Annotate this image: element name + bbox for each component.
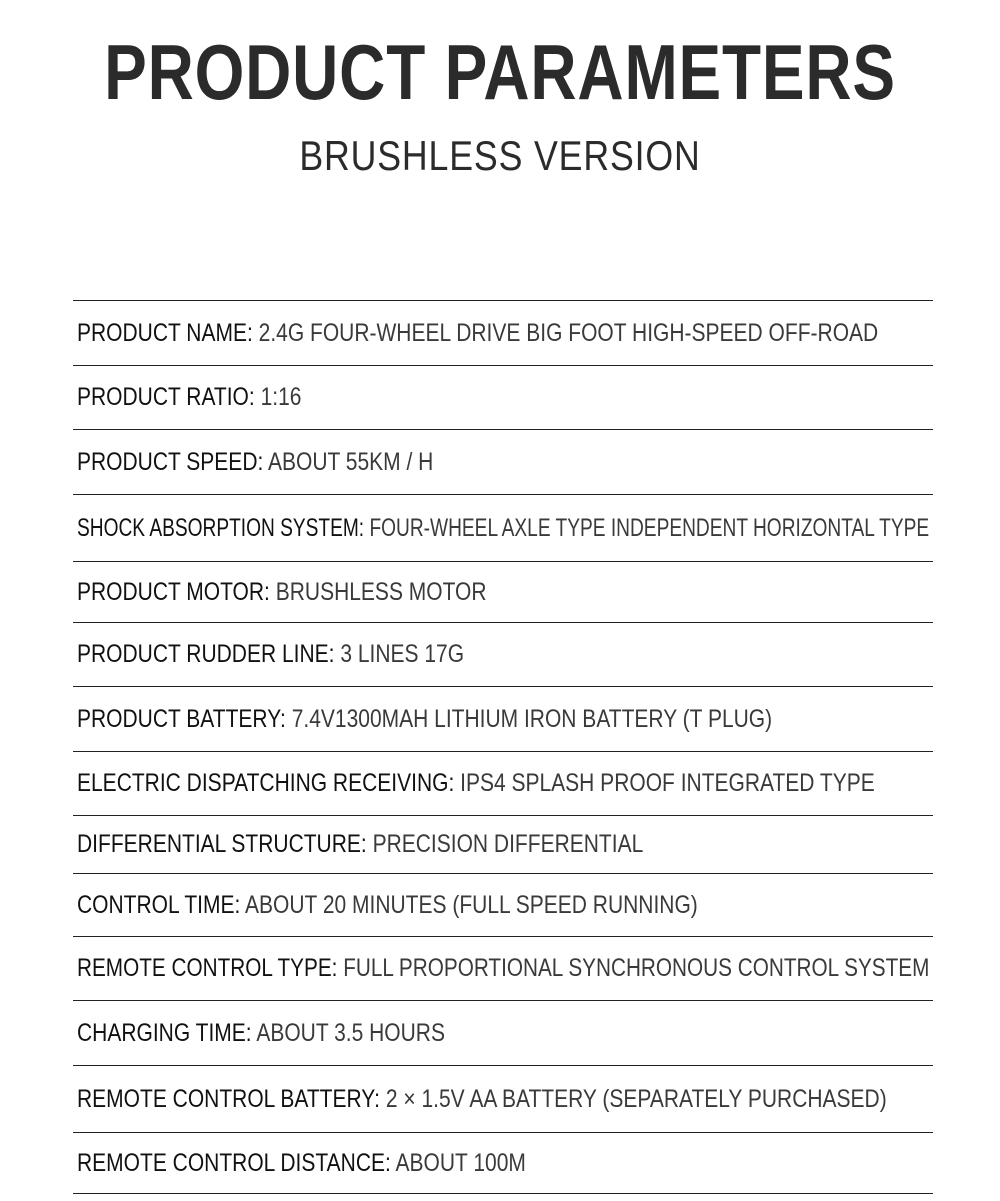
param-label: PRODUCT NAME: xyxy=(77,318,253,347)
param-row-product-speed xyxy=(73,430,933,495)
param-value: ABOUT 100M xyxy=(395,1148,526,1177)
param-label: PRODUCT RATIO: xyxy=(77,383,255,411)
param-label: PRODUCT BATTERY: xyxy=(77,704,286,733)
param-value: ABOUT 20 MINUTES (FULL SPEED RUNNING) xyxy=(245,890,698,919)
param-row-electric-dispatching xyxy=(73,752,933,816)
param-label: PRODUCT SPEED: xyxy=(77,447,264,476)
param-value: PRECISION DIFFERENTIAL xyxy=(372,830,644,858)
param-label: PRODUCT MOTOR: xyxy=(77,577,270,606)
param-row-charging-time xyxy=(73,1001,933,1066)
param-value: 7.4V1300MAH LITHIUM IRON BATTERY (T PLUG) xyxy=(291,704,773,733)
param-row-remote-control-type xyxy=(73,937,933,1001)
page-title: PRODUCT PARAMETERS xyxy=(104,28,896,116)
param-value: ABOUT 3.5 HOURS xyxy=(256,1018,445,1047)
param-row-remote-control-battery xyxy=(73,1066,933,1133)
param-row-product-battery xyxy=(73,687,933,752)
param-value: 2.4G FOUR-WHEEL DRIVE BIG FOOT HIGH-SPEED OFF-ROAD xyxy=(258,318,879,347)
param-value: IPS4 SPLASH PROOF INTEGRATED TYPE xyxy=(460,769,875,797)
param-label: CONTROL TIME: xyxy=(77,890,241,919)
param-row-shock-absorption xyxy=(73,495,933,562)
param-label: SHOCK ABSORPTION SYSTEM: xyxy=(77,513,365,542)
parameter-table xyxy=(73,300,933,1194)
param-value: BRUSHLESS MOTOR xyxy=(275,577,487,606)
param-value: 3 LINES 17G xyxy=(340,640,465,668)
param-value: 1:16 xyxy=(260,383,302,411)
param-label: CHARGING TIME: xyxy=(77,1018,252,1047)
param-value: ABOUT 55KM / H xyxy=(268,447,434,476)
param-row-product-name xyxy=(73,301,933,366)
param-row-remote-control-distance xyxy=(73,1133,933,1194)
param-value: 2 × 1.5V AA BATTERY (SEPARATELY PURCHASED) xyxy=(385,1084,887,1113)
param-value: FOUR-WHEEL AXLE TYPE INDEPENDENT HORIZONTAL TYPE xyxy=(369,513,930,542)
param-row-differential-structure xyxy=(73,816,933,874)
param-row-control-time xyxy=(73,874,933,937)
page-subtitle: BRUSHLESS VERSION xyxy=(299,132,701,179)
param-label: DIFFERENTIAL STRUCTURE: xyxy=(77,830,367,858)
param-row-product-motor xyxy=(73,562,933,623)
param-value: FULL PROPORTIONAL SYNCHRONOUS CONTROL SYSTEM xyxy=(343,954,930,982)
param-row-rudder-line xyxy=(73,623,933,687)
param-row-product-ratio xyxy=(73,366,933,430)
param-label: ELECTRIC DISPATCHING RECEIVING: xyxy=(77,769,455,797)
param-label: PRODUCT RUDDER LINE: xyxy=(77,640,335,668)
param-label: REMOTE CONTROL BATTERY: xyxy=(77,1084,380,1113)
param-label: REMOTE CONTROL DISTANCE: xyxy=(77,1148,391,1177)
param-label: REMOTE CONTROL TYPE: xyxy=(77,954,338,982)
